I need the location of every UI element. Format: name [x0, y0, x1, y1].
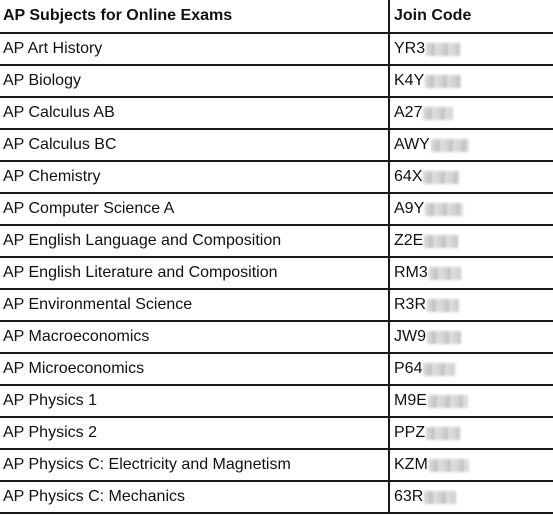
subject-cell: AP Biology	[0, 66, 390, 96]
join-code-visible-prefix: A9Y	[394, 200, 425, 217]
subject-cell: AP Environmental Science	[0, 290, 390, 320]
table-row	[0, 354, 553, 386]
join-code-visible-prefix: P64	[394, 360, 423, 377]
join-code-visible-prefix: A27	[394, 104, 423, 121]
table-body	[0, 34, 553, 514]
table-row	[0, 450, 553, 482]
join-code-visible-prefix: AWY	[394, 136, 430, 153]
join-code-visible-prefix: YR3	[394, 40, 426, 57]
table-row	[0, 418, 553, 450]
join-code-cell	[390, 386, 553, 416]
join-code-visible-prefix: 64X	[394, 168, 423, 185]
redacted-code-blur	[429, 459, 469, 472]
table-row	[0, 482, 553, 514]
join-code-cell	[390, 482, 553, 512]
join-code-visible-prefix: 63R	[394, 488, 424, 505]
join-code-cell	[390, 290, 553, 320]
join-code-cell	[390, 34, 553, 64]
table-row	[0, 226, 553, 258]
subject-cell: AP Physics C: Mechanics	[0, 482, 390, 512]
table-row	[0, 34, 553, 66]
table-row	[0, 258, 553, 290]
join-code-visible-prefix: R3R	[394, 296, 427, 313]
redacted-code-blur	[423, 107, 453, 120]
redacted-code-blur	[426, 427, 460, 440]
table-header-row	[0, 0, 553, 34]
table-row	[0, 162, 553, 194]
subject-cell: AP Physics C: Electricity and Magnetism	[0, 450, 390, 480]
redacted-code-blur	[431, 139, 469, 152]
redacted-code-blur	[429, 267, 461, 280]
join-code-visible-prefix: K4Y	[394, 72, 425, 89]
redacted-code-blur	[425, 203, 463, 216]
join-code-cell	[390, 162, 553, 192]
subject-cell: AP English Literature and Composition	[0, 258, 390, 288]
subject-cell: AP Macroeconomics	[0, 322, 390, 352]
subject-cell: AP Calculus AB	[0, 98, 390, 128]
subject-cell: AP Microeconomics	[0, 354, 390, 384]
join-code-visible-prefix: M9E	[394, 392, 427, 409]
join-code-cell	[390, 226, 553, 256]
redacted-code-blur	[423, 171, 459, 184]
redacted-code-blur	[426, 43, 460, 56]
join-code-visible-prefix: Z2E	[394, 232, 424, 249]
redacted-code-blur	[427, 331, 461, 344]
join-code-cell	[390, 450, 553, 480]
redacted-code-blur	[424, 491, 456, 504]
table-row	[0, 194, 553, 226]
subject-cell: AP Art History	[0, 34, 390, 64]
join-code-visible-prefix: JW9	[394, 328, 426, 345]
join-code-cell	[390, 98, 553, 128]
join-code-cell	[390, 66, 553, 96]
table-row	[0, 322, 553, 354]
subject-cell: AP Physics 2	[0, 418, 390, 448]
join-code-visible-prefix: KZM	[394, 456, 428, 473]
subject-cell: AP Physics 1	[0, 386, 390, 416]
join-code-cell	[390, 322, 553, 352]
join-code-column-header: Join Code	[394, 7, 472, 24]
join-code-visible-prefix: PPZ	[394, 424, 426, 441]
subject-cell: AP Computer Science A	[0, 194, 390, 224]
join-code-cell	[390, 194, 553, 224]
redacted-code-blur	[423, 363, 455, 376]
redacted-code-blur	[425, 75, 461, 88]
table-row	[0, 98, 553, 130]
subject-column-header: AP Subjects for Online Exams	[0, 0, 390, 32]
redacted-code-blur	[424, 235, 458, 248]
redacted-code-blur	[428, 395, 468, 408]
table-row	[0, 290, 553, 322]
join-code-cell	[390, 258, 553, 288]
subject-cell: AP Chemistry	[0, 162, 390, 192]
join-code-cell	[390, 418, 553, 448]
table-row	[0, 66, 553, 98]
join-code-cell	[390, 130, 553, 160]
table-row	[0, 386, 553, 418]
subject-cell: AP English Language and Composition	[0, 226, 390, 256]
subject-cell: AP Calculus BC	[0, 130, 390, 160]
join-code-cell	[390, 354, 553, 384]
table-row	[0, 130, 553, 162]
redacted-code-blur	[427, 299, 459, 312]
join-code-visible-prefix: RM3	[394, 264, 428, 281]
